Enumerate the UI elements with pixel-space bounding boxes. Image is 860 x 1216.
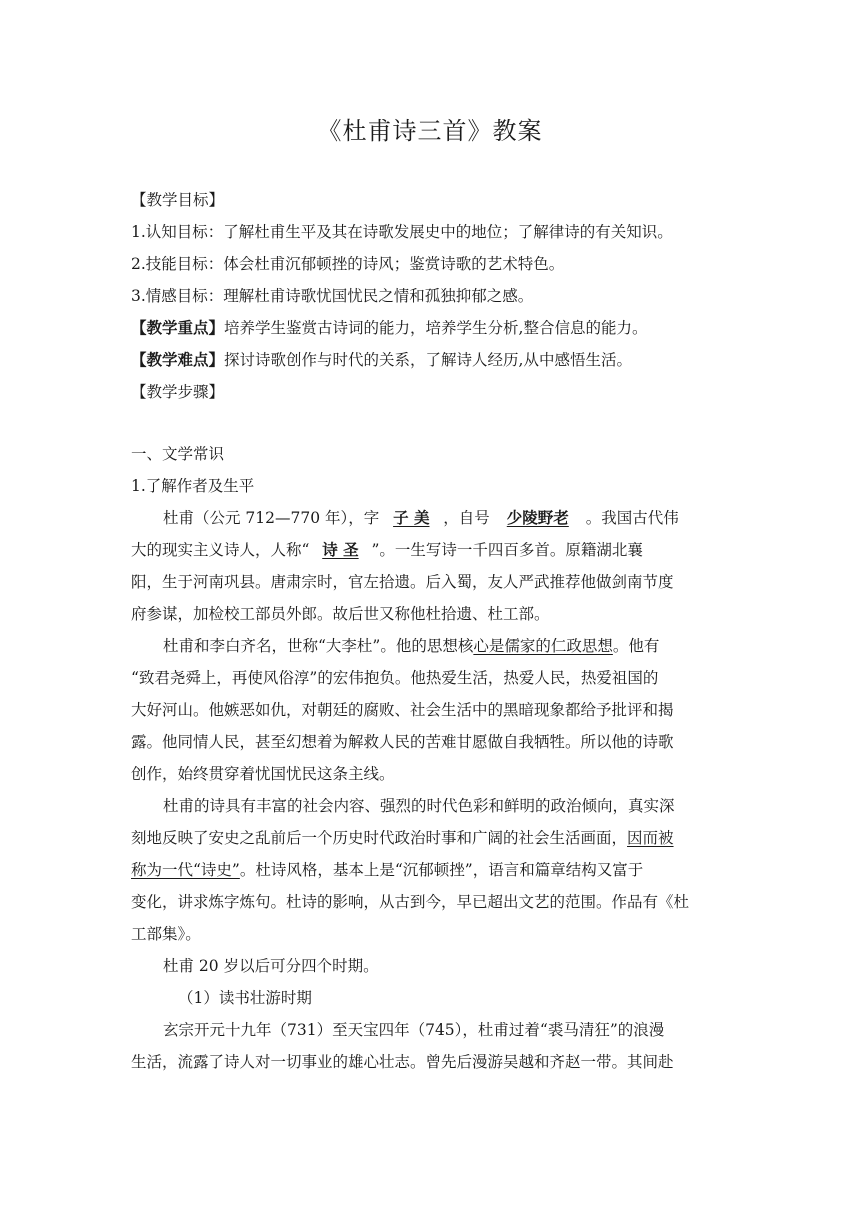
paragraph-line: 阳，生于河南巩县。唐肃宗时，官左拾遗。后入蜀，友人严武推荐他做剑南节度 <box>131 573 674 591</box>
answer-shaoling: 少陵野老 <box>506 508 569 527</box>
subsection-author-life: 1.了解作者及生平 <box>131 477 255 495</box>
goals-heading: 【教学目标】 <box>131 191 225 209</box>
period-heading: （1）读书壮游时期 <box>178 989 312 1007</box>
difficulty-text: 探讨诗歌创作与时代的关系，了解诗人经历,从中感悟生活。 <box>224 351 632 369</box>
section-heading-literature: 一、文学常识 <box>131 445 225 463</box>
paragraph-line: 生活，流露了诗人对一切事业的雄心壮志。曾先后漫游吴越和齐赵一带。其间赴 <box>131 1053 674 1071</box>
paragraph-line: “致君尧舜上，再使风俗淳”的宏伟抱负。他热爱生活，热爱人民，热爱祖国的 <box>131 669 659 687</box>
underlined-text: 称为一代“诗史” <box>131 861 240 879</box>
page-title: 《杜甫诗三首》教案 <box>317 117 543 145</box>
difficulty-label: 【教学难点】 <box>131 350 225 369</box>
answer-shisheng: 诗 圣 <box>322 540 359 559</box>
answer-zimei: 子 美 <box>393 508 430 527</box>
difficulty-line <box>131 350 632 370</box>
paragraph-line: 府参谋，加检校工部员外郎。故后世又称他杜拾遗、杜工部。 <box>131 605 550 623</box>
goal-item-2: 2.技能目标：体会杜甫沉郁顿挫的诗风；鉴赏诗歌的艺术特色。 <box>131 255 565 273</box>
paragraph-line: 变化，讲求炼字炼句。杜诗的影响，从古到今，早已超出文艺的范围。作品有《杜 <box>131 893 690 911</box>
paragraph-line: 大好河山。他嫉恶如仇，对朝廷的腐败、社会生活中的黑暗现象都给予批评和揭 <box>131 701 674 719</box>
goal-item-3: 3.情感目标：理解杜甫诗歌忧国忧民之情和孤独抑郁之感。 <box>131 287 534 305</box>
paragraph-line: 刻地反映了安史之乱前后一个历史时代政治时事和广阔的社会生活画面，因而被 <box>131 829 674 847</box>
paragraph-line: 玄宗开元十九年（731）至天宝四年（745），杜甫过着“裘马清狂”的浪漫 <box>163 1021 665 1039</box>
paragraph-line: 杜甫和李白齐名，世称“大李杜”。他的思想核心是儒家的仁政思想。他有 <box>163 637 660 655</box>
key-point-text: 培养学生鉴赏古诗词的能力，培养学生分析,整合信息的能力。 <box>224 319 648 337</box>
underlined-text: 心是儒家的仁政思想 <box>473 637 613 655</box>
paragraph-line: 杜甫 20 岁以后可分四个时期。 <box>163 957 379 975</box>
paragraph-line: 杜甫的诗具有丰富的社会内容、强烈的时代色彩和鲜明的政治倾向，真实深 <box>163 797 675 815</box>
paragraph-line: 露。他同情人民，甚至幻想着为解救人民的苦难甘愿做自我牺牲。所以他的诗歌 <box>131 733 674 751</box>
paragraph-line: 称为一代“诗史”。杜诗风格，基本上是“沉郁顿挫”，语言和篇章结构又富于 <box>131 861 644 879</box>
paragraph-line: 大的现实主义诗人，人称“ 诗 圣 ”。一生写诗一千四百多首。原籍湖北襄 <box>131 540 643 559</box>
key-point-line <box>131 318 647 338</box>
steps-heading: 【教学步骤】 <box>131 383 225 401</box>
goal-item-1: 1.认知目标：了解杜甫生平及其在诗歌发展史中的地位；了解律诗的有关知识。 <box>131 223 673 241</box>
paragraph-line: 工部集》。 <box>131 925 201 943</box>
paragraph-line: 创作，始终贯穿着忧国忧民这条主线。 <box>131 765 395 783</box>
paragraph-line: 杜甫（公元 712—770 年），字 子 美 ，自号 少陵野老 。我国古代伟 <box>163 508 679 527</box>
key-point-label: 【教学重点】 <box>131 318 225 337</box>
underlined-text: 因而被 <box>627 829 674 847</box>
